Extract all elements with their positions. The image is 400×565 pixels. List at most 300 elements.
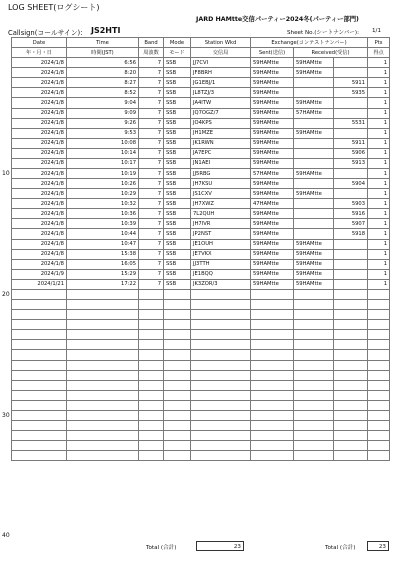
cell-sent: 59HAMtte xyxy=(251,269,294,279)
empty-cell xyxy=(67,410,139,420)
empty-cell xyxy=(164,420,191,430)
empty-cell xyxy=(251,420,294,430)
empty-cell xyxy=(251,400,294,410)
empty-cell xyxy=(368,289,390,299)
empty-cell xyxy=(67,360,139,370)
cell-date: 2024/1/21 xyxy=(12,279,67,289)
empty-cell xyxy=(67,320,139,330)
empty-cell xyxy=(164,310,191,320)
cell-recv-num xyxy=(334,249,368,259)
cell-station: JN1AEI xyxy=(191,158,251,168)
cell-date: 2024/1/8 xyxy=(12,259,67,269)
cell-station: JA4ITW xyxy=(191,98,251,108)
cell-mode: SSB xyxy=(164,148,191,158)
empty-cell xyxy=(12,310,67,320)
cell-recv-num xyxy=(334,68,368,78)
cell-recv-call xyxy=(294,78,334,88)
empty-cell xyxy=(12,380,67,390)
cell-time: 8:20 xyxy=(67,68,139,78)
empty-cell xyxy=(191,400,251,410)
table-row xyxy=(12,98,390,108)
cell-time: 10:14 xyxy=(67,148,139,158)
cell-recv-call: 59HAMtte xyxy=(294,68,334,78)
cell-sent: 59HAMtte xyxy=(251,128,294,138)
empty-cell xyxy=(251,300,294,310)
empty-row xyxy=(12,451,390,461)
empty-cell xyxy=(139,380,164,390)
cell-recv-num: 5907 xyxy=(334,219,368,229)
empty-row xyxy=(12,370,390,380)
cell-date: 2024/1/8 xyxy=(12,108,67,118)
cell-station: JP2NST xyxy=(191,229,251,239)
cell-time: 16:05 xyxy=(67,259,139,269)
empty-cell xyxy=(334,310,368,320)
cell-pts: 1 xyxy=(368,209,390,219)
header-row-jp xyxy=(12,48,390,58)
empty-row xyxy=(12,400,390,410)
cell-date: 2024/1/8 xyxy=(12,128,67,138)
empty-cell xyxy=(139,420,164,430)
row-marker-30: 30 xyxy=(2,412,10,419)
empty-cell xyxy=(251,441,294,451)
cell-recv-call: 59HAMtte xyxy=(294,269,334,279)
col-station-jp: 交信局 xyxy=(191,48,251,58)
cell-time: 9:53 xyxy=(67,128,139,138)
col-pts-jp: 得点 xyxy=(368,48,390,58)
cell-sent: 59HAMtte xyxy=(251,189,294,199)
cell-band: 7 xyxy=(139,169,164,179)
cell-recv-num xyxy=(334,58,368,68)
empty-cell xyxy=(334,410,368,420)
cell-date: 2024/1/8 xyxy=(12,148,67,158)
table-row xyxy=(12,259,390,269)
empty-cell xyxy=(251,431,294,441)
empty-cell xyxy=(12,320,67,330)
cell-sent: 59HAMtte xyxy=(251,229,294,239)
empty-cell xyxy=(334,400,368,410)
cell-pts: 1 xyxy=(368,128,390,138)
table-row xyxy=(12,148,390,158)
cell-date: 2024/1/9 xyxy=(12,269,67,279)
empty-cell xyxy=(334,370,368,380)
cell-station: JH7XWZ xyxy=(191,199,251,209)
empty-cell xyxy=(67,350,139,360)
cell-band: 7 xyxy=(139,118,164,128)
sheet-number-label: Sheet No.(シートナンバー): xyxy=(287,30,359,36)
empty-row xyxy=(12,320,390,330)
empty-cell xyxy=(334,420,368,430)
empty-cell xyxy=(251,350,294,360)
table-row xyxy=(12,108,390,118)
empty-cell xyxy=(191,441,251,451)
cell-station: JK3ZOR/3 xyxy=(191,279,251,289)
empty-row xyxy=(12,300,390,310)
empty-cell xyxy=(368,320,390,330)
cell-station: 7L2QUH xyxy=(191,209,251,219)
empty-cell xyxy=(334,451,368,461)
empty-cell xyxy=(139,370,164,380)
cell-recv-call: 59HAMtte xyxy=(294,239,334,249)
table-row xyxy=(12,78,390,88)
col-sent-jp: Sent(送信) xyxy=(251,48,294,58)
empty-row xyxy=(12,330,390,340)
empty-cell xyxy=(12,410,67,420)
empty-cell xyxy=(191,340,251,350)
empty-cell xyxy=(294,420,334,430)
cell-time: 8:52 xyxy=(67,88,139,98)
cell-band: 7 xyxy=(139,239,164,249)
empty-cell xyxy=(12,370,67,380)
cell-time: 10:17 xyxy=(67,158,139,168)
cell-recv-num: 5918 xyxy=(334,229,368,239)
cell-station: JF8BRH xyxy=(191,68,251,78)
empty-cell xyxy=(294,410,334,420)
row-marker-20: 20 xyxy=(2,291,10,298)
empty-cell xyxy=(191,360,251,370)
empty-cell xyxy=(191,451,251,461)
cell-mode: SSB xyxy=(164,179,191,189)
cell-sent: 59HAMtte xyxy=(251,68,294,78)
cell-mode: SSB xyxy=(164,199,191,209)
empty-cell xyxy=(139,390,164,400)
empty-row xyxy=(12,310,390,320)
cell-sent: 59HAMtte xyxy=(251,58,294,68)
col-pts: Pts xyxy=(368,38,390,48)
empty-cell xyxy=(251,410,294,420)
cell-mode: SSB xyxy=(164,169,191,179)
empty-cell xyxy=(67,390,139,400)
cell-time: 17:22 xyxy=(67,279,139,289)
cell-band: 7 xyxy=(139,179,164,189)
table-row xyxy=(12,169,390,179)
cell-recv-call: 59HAMtte xyxy=(294,259,334,269)
cell-sent: 59HAMtte xyxy=(251,179,294,189)
empty-cell xyxy=(251,380,294,390)
cell-recv-num xyxy=(334,189,368,199)
cell-pts: 1 xyxy=(368,259,390,269)
cell-sent: 59HAMtte xyxy=(251,259,294,269)
empty-cell xyxy=(334,441,368,451)
cell-time: 10:08 xyxy=(67,138,139,148)
empty-cell xyxy=(334,380,368,390)
table-row xyxy=(12,138,390,148)
cell-sent: 59HAMtte xyxy=(251,249,294,259)
cell-recv-call: 59HAMtte xyxy=(294,128,334,138)
cell-mode: SSB xyxy=(164,189,191,199)
cell-pts: 1 xyxy=(368,108,390,118)
empty-cell xyxy=(294,300,334,310)
cell-date: 2024/1/8 xyxy=(12,229,67,239)
cell-time: 15:38 xyxy=(67,249,139,259)
empty-cell xyxy=(12,441,67,451)
cell-time: 6:56 xyxy=(67,58,139,68)
cell-band: 7 xyxy=(139,108,164,118)
cell-recv-num: 5531 xyxy=(334,118,368,128)
empty-row xyxy=(12,441,390,451)
cell-recv-num xyxy=(334,108,368,118)
empty-cell xyxy=(139,431,164,441)
total-value-1: 23 xyxy=(196,541,244,551)
sheet-number-value: 1/1 xyxy=(372,28,382,34)
cell-time: 10:47 xyxy=(67,239,139,249)
empty-cell xyxy=(67,289,139,299)
col-date: Date xyxy=(12,38,67,48)
cell-recv-num xyxy=(334,269,368,279)
cell-sent: 59HAMtte xyxy=(251,209,294,219)
empty-cell xyxy=(164,330,191,340)
cell-band: 7 xyxy=(139,148,164,158)
table-row xyxy=(12,249,390,259)
row-marker-10: 10 xyxy=(2,170,10,177)
empty-cell xyxy=(164,370,191,380)
empty-row xyxy=(12,431,390,441)
cell-recv-call: 59HAMtte xyxy=(294,249,334,259)
cell-sent: 59HAMtte xyxy=(251,88,294,98)
cell-mode: SSB xyxy=(164,58,191,68)
cell-time: 10:39 xyxy=(67,219,139,229)
empty-cell xyxy=(12,300,67,310)
empty-cell xyxy=(368,340,390,350)
header-row-en xyxy=(12,38,390,48)
empty-cell xyxy=(191,320,251,330)
empty-row xyxy=(12,340,390,350)
callsign-value: JS2HTI xyxy=(91,26,121,35)
cell-date: 2024/1/8 xyxy=(12,98,67,108)
log-table xyxy=(11,37,390,461)
cell-sent: 59HAMtte xyxy=(251,219,294,229)
cell-time: 10:32 xyxy=(67,199,139,209)
cell-recv-call: 59HAMtte xyxy=(294,279,334,289)
cell-pts: 1 xyxy=(368,249,390,259)
cell-pts: 1 xyxy=(368,179,390,189)
cell-date: 2024/1/8 xyxy=(12,78,67,88)
cell-mode: SSB xyxy=(164,128,191,138)
empty-cell xyxy=(12,350,67,360)
empty-cell xyxy=(139,320,164,330)
empty-cell xyxy=(164,410,191,420)
empty-cell xyxy=(294,320,334,330)
cell-pts: 1 xyxy=(368,138,390,148)
cell-sent: 59HAMtte xyxy=(251,108,294,118)
cell-sent: 59HAMtte xyxy=(251,78,294,88)
cell-recv-call xyxy=(294,138,334,148)
table-row xyxy=(12,128,390,138)
table-row xyxy=(12,279,390,289)
cell-time: 10:44 xyxy=(67,229,139,239)
cell-band: 7 xyxy=(139,219,164,229)
cell-sent: 47HAMtte xyxy=(251,199,294,209)
cell-date: 2024/1/8 xyxy=(12,239,67,249)
empty-cell xyxy=(191,350,251,360)
empty-cell xyxy=(294,330,334,340)
empty-cell xyxy=(139,441,164,451)
empty-cell xyxy=(67,310,139,320)
cell-sent: 59HAMtte xyxy=(251,138,294,148)
cell-recv-call xyxy=(294,118,334,128)
cell-mode: SSB xyxy=(164,269,191,279)
cell-band: 7 xyxy=(139,279,164,289)
empty-cell xyxy=(251,390,294,400)
empty-cell xyxy=(67,451,139,461)
empty-cell xyxy=(368,310,390,320)
empty-cell xyxy=(368,380,390,390)
empty-cell xyxy=(334,350,368,360)
empty-cell xyxy=(334,340,368,350)
empty-cell xyxy=(164,360,191,370)
cell-recv-call xyxy=(294,229,334,239)
cell-mode: SSB xyxy=(164,68,191,78)
col-mode: Mode xyxy=(164,38,191,48)
cell-pts: 1 xyxy=(368,78,390,88)
cell-band: 7 xyxy=(139,199,164,209)
empty-cell xyxy=(334,320,368,330)
empty-cell xyxy=(368,330,390,340)
cell-mode: SSB xyxy=(164,219,191,229)
empty-cell xyxy=(67,441,139,451)
log-body xyxy=(12,58,390,461)
cell-recv-num: 5904 xyxy=(334,179,368,189)
contest-name: JARD HAMtte交信パーティー2024冬(パーティー部門) xyxy=(196,16,359,23)
empty-cell xyxy=(164,390,191,400)
cell-recv-call xyxy=(294,148,334,158)
cell-time: 9:04 xyxy=(67,98,139,108)
cell-pts: 1 xyxy=(368,158,390,168)
cell-station: JJ7CVI xyxy=(191,58,251,68)
cell-recv-num xyxy=(334,128,368,138)
col-band-jp: 周波数 xyxy=(139,48,164,58)
empty-cell xyxy=(164,431,191,441)
empty-cell xyxy=(164,380,191,390)
empty-cell xyxy=(294,431,334,441)
empty-cell xyxy=(251,451,294,461)
cell-station: JE1BQQ xyxy=(191,269,251,279)
empty-cell xyxy=(67,400,139,410)
empty-cell xyxy=(67,420,139,430)
cell-station: JK1RWN xyxy=(191,138,251,148)
cell-band: 7 xyxy=(139,58,164,68)
empty-cell xyxy=(294,360,334,370)
empty-cell xyxy=(368,390,390,400)
cell-recv-num xyxy=(334,279,368,289)
empty-cell xyxy=(139,451,164,461)
empty-cell xyxy=(164,289,191,299)
cell-date: 2024/1/8 xyxy=(12,158,67,168)
cell-station: JQ7OGZ/7 xyxy=(191,108,251,118)
cell-band: 7 xyxy=(139,98,164,108)
empty-cell xyxy=(334,330,368,340)
cell-pts: 1 xyxy=(368,118,390,128)
empty-cell xyxy=(334,289,368,299)
empty-cell xyxy=(334,360,368,370)
table-row xyxy=(12,88,390,98)
empty-cell xyxy=(294,400,334,410)
cell-station: JG1EBJ/1 xyxy=(191,78,251,88)
empty-cell xyxy=(164,300,191,310)
cell-mode: SSB xyxy=(164,279,191,289)
empty-cell xyxy=(294,441,334,451)
log-sheet-title: LOG SHEET(ログシート) xyxy=(8,3,100,12)
cell-date: 2024/1/8 xyxy=(12,219,67,229)
cell-band: 7 xyxy=(139,78,164,88)
cell-recv-call xyxy=(294,199,334,209)
empty-cell xyxy=(12,330,67,340)
empty-cell xyxy=(334,300,368,310)
empty-cell xyxy=(164,340,191,350)
cell-band: 7 xyxy=(139,189,164,199)
cell-recv-call: 57HAMtte xyxy=(294,108,334,118)
col-time-jp: 時間(JST) xyxy=(67,48,139,58)
empty-cell xyxy=(294,380,334,390)
empty-row xyxy=(12,360,390,370)
empty-cell xyxy=(191,431,251,441)
table-row xyxy=(12,199,390,209)
table-row xyxy=(12,229,390,239)
cell-time: 8:27 xyxy=(67,78,139,88)
empty-cell xyxy=(191,310,251,320)
empty-cell xyxy=(368,410,390,420)
cell-station: JH1MZE xyxy=(191,128,251,138)
empty-cell xyxy=(12,289,67,299)
cell-sent: 59HAMtte xyxy=(251,148,294,158)
cell-pts: 1 xyxy=(368,148,390,158)
table-row xyxy=(12,68,390,78)
cell-recv-num: 5911 xyxy=(334,78,368,88)
cell-pts: 1 xyxy=(368,219,390,229)
empty-cell xyxy=(191,300,251,310)
empty-cell xyxy=(12,451,67,461)
col-date-jp: 年・月・日 xyxy=(12,48,67,58)
empty-cell xyxy=(164,400,191,410)
cell-recv-call: 59HAMtte xyxy=(294,169,334,179)
table-row xyxy=(12,209,390,219)
empty-cell xyxy=(12,420,67,430)
cell-sent: 59HAMtte xyxy=(251,239,294,249)
empty-cell xyxy=(368,420,390,430)
empty-cell xyxy=(191,289,251,299)
cell-date: 2024/1/8 xyxy=(12,179,67,189)
cell-band: 7 xyxy=(139,158,164,168)
cell-time: 10:26 xyxy=(67,179,139,189)
cell-band: 7 xyxy=(139,249,164,259)
cell-date: 2024/1/8 xyxy=(12,189,67,199)
empty-cell xyxy=(164,451,191,461)
cell-mode: SSB xyxy=(164,158,191,168)
col-time: Time xyxy=(67,38,139,48)
empty-cell xyxy=(139,400,164,410)
cell-band: 7 xyxy=(139,259,164,269)
cell-band: 7 xyxy=(139,128,164,138)
cell-recv-call: 59HAMtte xyxy=(294,58,334,68)
empty-cell xyxy=(294,350,334,360)
empty-row xyxy=(12,420,390,430)
empty-cell xyxy=(251,310,294,320)
cell-pts: 1 xyxy=(368,199,390,209)
cell-recv-num xyxy=(334,98,368,108)
empty-cell xyxy=(368,300,390,310)
col-exchange: Exchange(コンテストナンバー) xyxy=(251,38,368,48)
empty-cell xyxy=(368,441,390,451)
empty-cell xyxy=(368,360,390,370)
empty-row xyxy=(12,410,390,420)
cell-date: 2024/1/8 xyxy=(12,58,67,68)
empty-cell xyxy=(67,330,139,340)
cell-recv-num: 5911 xyxy=(334,138,368,148)
empty-cell xyxy=(191,410,251,420)
empty-cell xyxy=(12,431,67,441)
cell-station: JE1OUH xyxy=(191,239,251,249)
cell-recv-call: 59HAMtte xyxy=(294,189,334,199)
cell-band: 7 xyxy=(139,269,164,279)
